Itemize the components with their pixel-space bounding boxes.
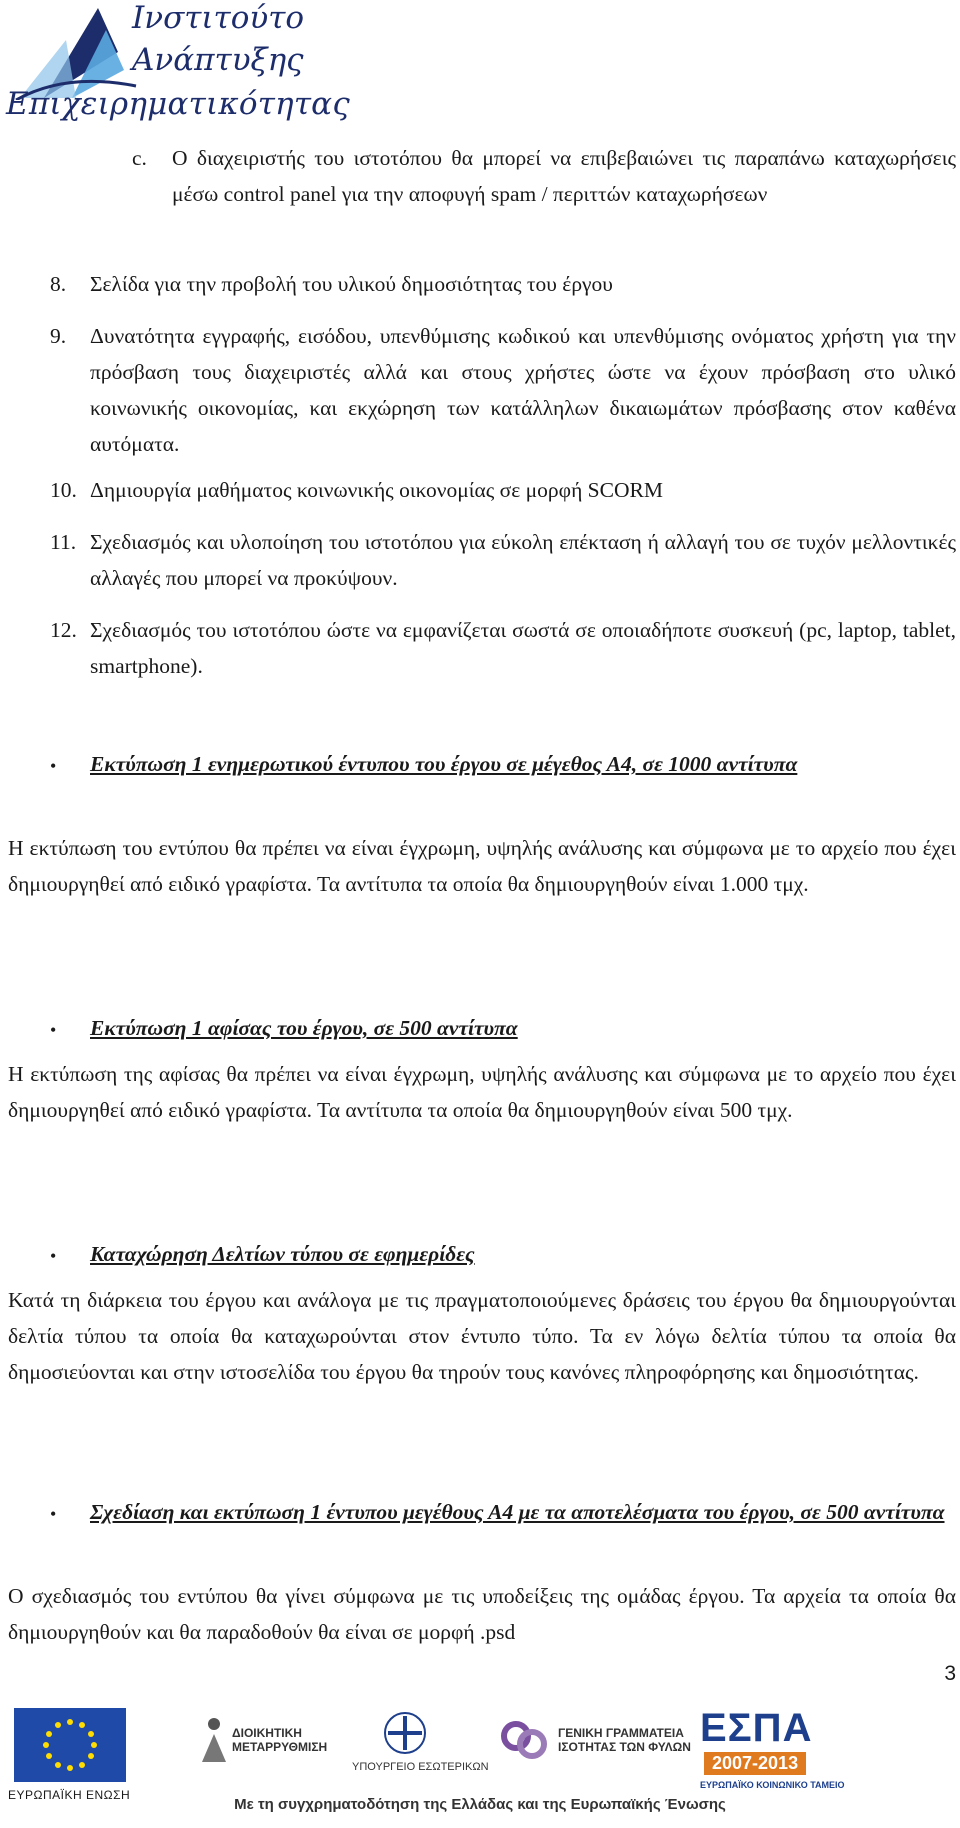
admin-reform-logo [232,1726,327,1754]
section-body: Η εκτύπωση της αφίσας θα πρέπει να είναι έγχρωμη, υψηλής ανάλυσης και σύμφωνα με το αρχείο που έχει δημιουργηθεί από ειδικό γραφίστα. Τα αντίτυπα τα οποία θα δημιουργηθούν είναι 500 τμχ. [8,1062,956,1122]
espa-subtitle: ΕΥΡΩΠΑΪΚΟ ΚΟΙΝΩΝΙΚΟ ΤΑΜΕΙΟ [700,1780,845,1790]
section-heading-text: Εκτύπωση 1 αφίσας του έργου, σε 500 αντίτυπα [90,1016,518,1040]
bullet-icon: • [50,1246,57,1266]
bullet-icon: • [50,1020,57,1040]
bullet-icon: • [50,1504,57,1524]
admin-reform-line2: ΜΕΤΑΡΡΥΘΜΙΣΗ [232,1740,328,1754]
section-heading [90,1236,956,1272]
page-number: 3 [944,1662,956,1685]
section-body: Κατά τη διάρκεια του έργου και ανάλογα με τις πραγματοποιούμενες δράσεις του έργου θα δημιουργούνται δελτία τύπου τα οποία θα καταχωρούνται στον έντυπο τύπο. Τα εν λόγω δελτία τύπου τα οποία θα δημοσιεύονται και στην ιστοσελίδα του έργου θα τηρούν τους κανόνες πληροφόρησης και δημοσιότητας. [8,1288,956,1384]
gender-line1: ΓΕΝΙΚΗ ΓΡΑΜΜΑΤΕΙΑ [558,1726,684,1740]
ministry-logo: ΥΠΟΥΡΓΕΙΟ ΕΣΩΤΕΡΙΚΩΝ [352,1761,489,1773]
logo-line1: Ινστιτούτο [132,0,305,36]
eu-label: ΕΥΡΩΠΑΪΚΗ ΕΝΩΣΗ [8,1788,131,1802]
section-heading [90,1494,956,1530]
logo-line2: Ανάπτυξης [132,42,304,78]
list-item-c: Ο διαχειριστής του ιστοτόπου θα μπορεί να επιβεβαιώνει τις παραπάνω καταχωρήσεις μέσω control panel για την αποφυγή spam / περιττών καταχωρήσεων [172,146,956,206]
espa-title: ΕΣΠΑ [700,1706,813,1750]
bullet-icon: • [50,756,57,776]
section-heading-text: Εκτύπωση 1 ενημερωτικού έντυπου του έργου σε μέγεθος Α4, σε 1000 αντίτυπα [90,752,798,776]
list-marker: 9. [50,324,67,348]
list-item-12: Σχεδιασμός του ιστοτόπου ώστε να εμφανίζεται σωστά σε οποιαδήποτε συσκευή (pc, laptop, tablet, smartphone). [90,618,956,678]
list-marker: c. [132,146,147,170]
section-heading [90,1010,956,1046]
section-body: Η εκτύπωση του εντύπου θα πρέπει να είναι έγχρωμη, υψηλής ανάλυσης και σύμφωνα με το αρχείο που έχει δημιουργηθεί από ειδικό γραφίστα. Τα αντίτυπα τα οποία θα δημιουργηθούν είναι 1.000 τμχ. [8,836,956,896]
list-marker: 10. [50,478,77,502]
section-heading-text: Σχεδίαση και εκτύπωση 1 έντυπου μεγέθους Α4 με τα αποτελέσματα του έργου, σε 500 αντίτυπα [90,1500,945,1524]
list-item-11: Σχεδιασμός και υλοποίηση του ιστοτόπου για εύκολη επέκταση ή αλλαγή του σε τυχόν μελλοντικές αλλαγές που μπορεί να προκύψουν. [90,530,956,590]
section-heading-text: Καταχώρηση Δελτίων τύπου σε εφημερίδες [90,1242,475,1266]
greek-emblem-icon [382,1710,428,1756]
admin-reform-line1: ΔΙΟΙΚΗΤΙΚΗ [232,1726,302,1740]
institute-logo [6,0,350,128]
list-item-8: Σελίδα για την προβολή του υλικού δημοσιότητας του έργου [90,272,613,296]
list-item-9: Δυνατότητα εγγραφής, εισόδου, υπενθύμισης κωδικού και υπενθύμισης ονόματος χρήστη για την πρόσβαση τους διαχειριστές αλλά και στους χρήστες ώστε να έχουν πρόσβαση στο υλικό κοινωνικής οικονομίας, και εκχώρηση των κατάλληλων δικαιωμάτων πρόσβασης στον καθένα αυτόματα. [90,324,956,456]
gender-equality-logo [558,1726,691,1754]
section-heading [90,746,956,782]
gender-line2: ΙΣΟΤΗΤΑΣ ΤΩΝ ΦΥΛΩΝ [558,1740,691,1754]
footer-logos [0,1700,960,1828]
logo-line3: Επιχειρηματικότητας [6,86,350,122]
list-marker: 11. [50,530,77,554]
eu-flag-icon [14,1708,126,1782]
espa-years: 2007-2013 [704,1752,806,1775]
funding-statement: Με τη συγχρηματοδότηση της Ελλάδας και της Ευρωπαϊκής Ένωσης [234,1796,726,1813]
list-item-10: Δημιουργία μαθήματος κοινωνικής οικονομίας σε μορφή SCORM [90,478,663,502]
list-marker: 8. [50,272,67,296]
espa-logo [700,1706,845,1790]
list-marker: 12. [50,618,77,642]
section-body: Ο σχεδιασμός του εντύπου θα γίνει σύμφωνα με τις υποδείξεις της ομάδας έργου. Τα αρχεία τα οποία θα δημιουργηθούν και θα παραδοθούν θα είναι σε μορφή .psd [8,1584,956,1644]
admin-reform-icon [196,1714,232,1764]
gender-equality-icon [496,1714,552,1768]
